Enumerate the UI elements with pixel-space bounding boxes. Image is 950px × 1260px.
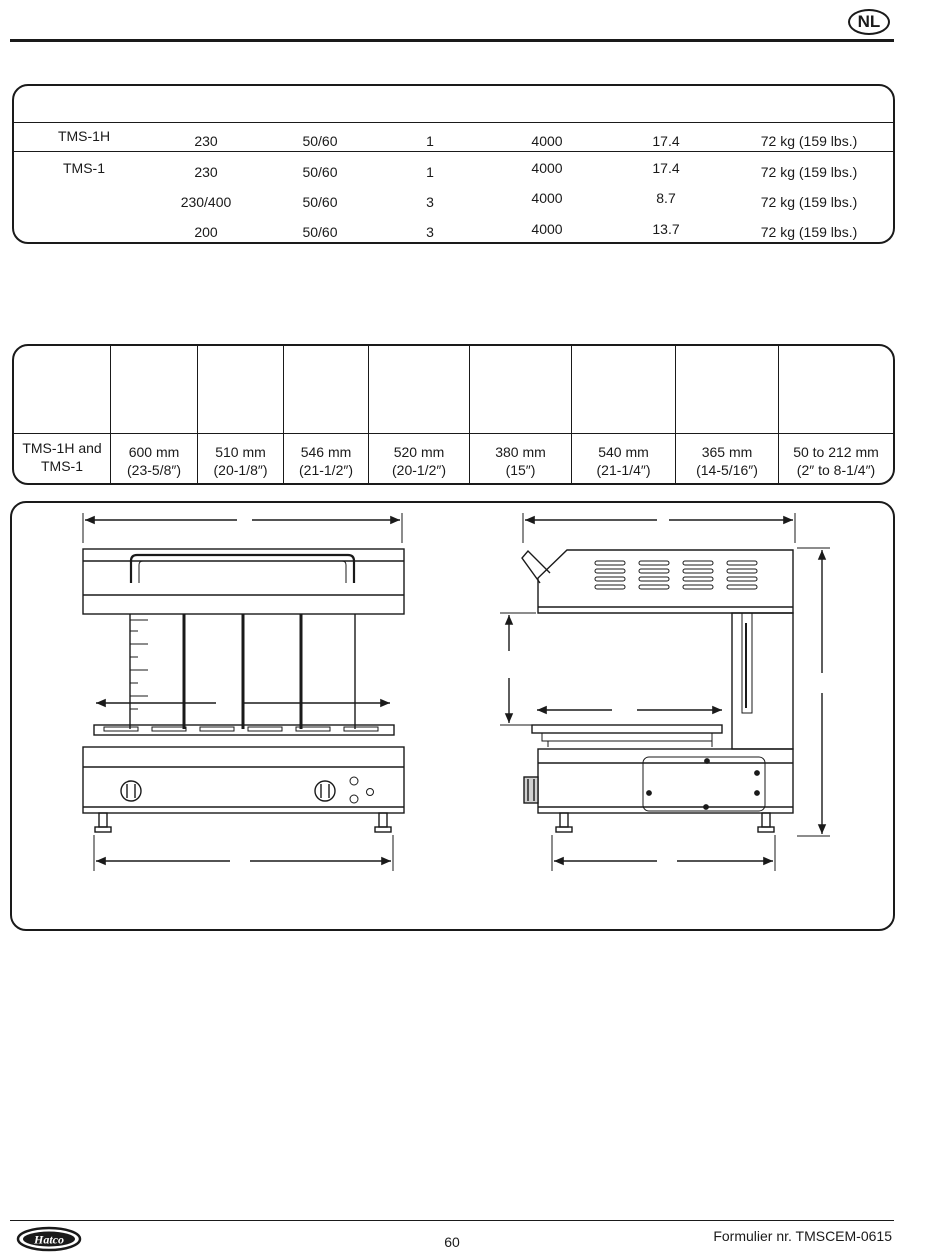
spec-row-divider — [14, 151, 893, 152]
dim-value-cell — [198, 443, 283, 479]
dim-value-cell — [779, 443, 893, 479]
dim-value-imperial: (23-5/8″) — [127, 462, 181, 478]
dim-value-imperial: (14-5/16″) — [696, 462, 758, 478]
footer-rule — [10, 1220, 894, 1221]
dim-value-metric: 520 mm — [393, 444, 445, 460]
hatco-logo — [16, 1226, 84, 1257]
hatco-logo-text: Hatco — [34, 1232, 64, 1247]
dim-model-line: TMS-1 — [41, 458, 83, 474]
dim-value-imperial: (20-1/2″) — [392, 462, 446, 478]
spec-amps: 17.4 — [652, 160, 680, 176]
hatco-logo-mark — [16, 1226, 84, 1252]
spec-voltage: 230/400 — [180, 194, 232, 210]
dim-header-divider — [14, 433, 893, 434]
spec-amps: 13.7 — [652, 221, 680, 237]
dim-value-metric: 365 mm — [701, 444, 753, 460]
spec-hertz: 50/60 — [302, 194, 338, 210]
dim-value-metric: 540 mm — [598, 444, 649, 460]
spec-phase: 1 — [426, 133, 434, 149]
electrical-spec-table — [12, 84, 895, 244]
spec-hertz: 50/60 — [302, 133, 338, 149]
dimensions-table — [12, 344, 895, 485]
dim-value-cell — [470, 443, 571, 479]
form-number: Formulier nr. TMSCEM-0615 — [713, 1228, 892, 1244]
spec-model: TMS-1 — [63, 160, 105, 176]
spec-voltage: 200 — [194, 224, 218, 240]
dim-model-line: TMS-1H and — [22, 440, 102, 456]
spec-hertz: 50/60 — [302, 164, 338, 180]
dim-model-cell — [14, 439, 110, 475]
spec-weight: 72 kg (159 lbs.) — [760, 164, 858, 180]
dim-value-cell — [369, 443, 469, 479]
dimension-drawing-panel — [10, 501, 895, 931]
dim-value-metric: 380 mm — [495, 444, 546, 460]
spec-watts: 4000 — [531, 160, 563, 176]
dim-value-imperial: (21-1/4″) — [596, 462, 651, 478]
dim-value-metric: 546 mm — [300, 444, 352, 460]
spec-watts: 4000 — [531, 221, 563, 237]
page-number: 60 — [444, 1234, 460, 1250]
spec-weight: 72 kg (159 lbs.) — [760, 224, 858, 240]
dim-value-cell — [572, 443, 675, 479]
spec-watts: 4000 — [531, 133, 563, 149]
dim-value-imperial: (20-1/8″) — [213, 462, 268, 478]
spec-weight: 72 kg (159 lbs.) — [760, 133, 858, 149]
spec-model: TMS-1H — [57, 128, 111, 144]
dim-value-metric: 510 mm — [215, 444, 266, 460]
dim-value-imperial: (2″ to 8-1/4″) — [796, 462, 876, 478]
dim-value-metric: 600 mm — [128, 444, 180, 460]
dim-value-imperial: (21-1/2″) — [299, 462, 353, 478]
dim-value-cell — [111, 443, 197, 479]
dim-value-cell — [284, 443, 368, 479]
spec-header-divider — [14, 122, 893, 123]
language-badge: NL — [848, 9, 890, 35]
dim-value-metric: 50 to 212 mm — [793, 444, 879, 460]
dim-value-cell — [676, 443, 778, 479]
spec-voltage: 230 — [194, 133, 218, 149]
dim-value-imperial: (15″) — [505, 462, 536, 478]
spec-phase: 3 — [426, 224, 434, 240]
spec-phase: 1 — [426, 164, 434, 180]
side-view-drawing — [500, 513, 830, 871]
spec-phase: 3 — [426, 194, 434, 210]
dimension-drawing — [12, 503, 893, 929]
spec-hertz: 50/60 — [302, 224, 338, 240]
spec-amps: 17.4 — [652, 133, 680, 149]
header-rule — [10, 39, 894, 42]
spec-voltage: 230 — [194, 164, 218, 180]
spec-watts: 4000 — [531, 190, 563, 206]
front-view-drawing — [83, 513, 404, 871]
spec-amps: 8.7 — [656, 190, 676, 206]
spec-weight: 72 kg (159 lbs.) — [760, 194, 858, 210]
